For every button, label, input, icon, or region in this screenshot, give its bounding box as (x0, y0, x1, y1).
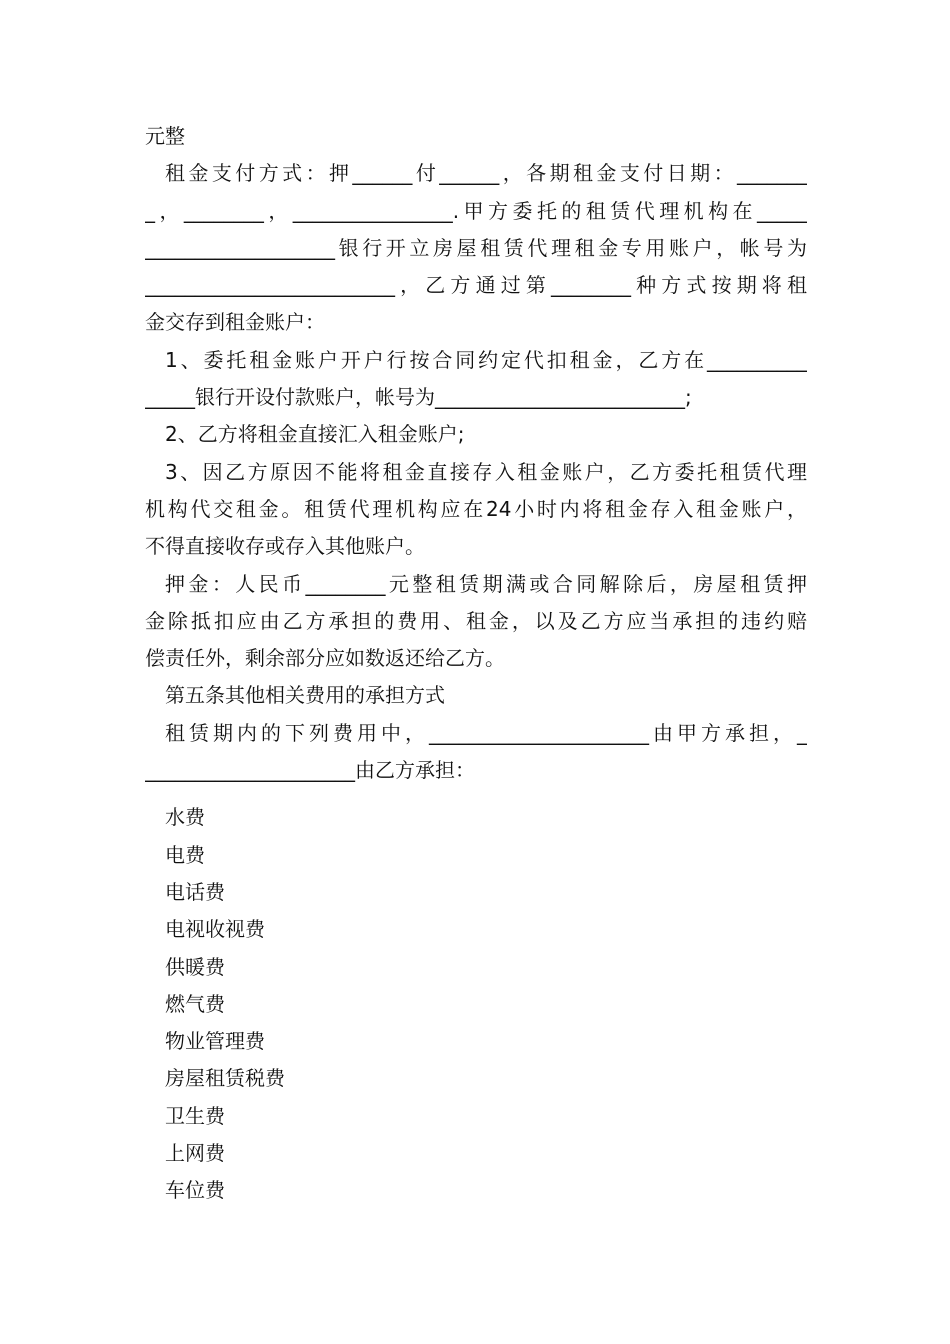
fee-item: 电视收视费 (165, 917, 265, 942)
text-line: 偿责任外，剩余部分应如数返还给乙方。 (145, 646, 505, 671)
paragraph-yuan-zheng (145, 118, 807, 155)
paragraph-payment-method (145, 155, 807, 341)
fee-item: 电话费 (165, 879, 225, 904)
spacer (145, 789, 807, 799)
text-line: 押金：人民币________元整租赁期满或合同解除后，房屋租赁押 (165, 571, 807, 596)
fee-item: 物业管理费 (165, 1029, 265, 1054)
fee-item: 车位费 (165, 1178, 225, 1203)
paragraph-expense-split (145, 715, 807, 790)
text-line: _________________________，乙方通过第________种方式按期将租 (145, 273, 807, 298)
fee-item: 卫生费 (165, 1103, 225, 1128)
text-line: _，________，________________.甲方委托的租赁代理机构在_____ (145, 198, 807, 223)
paragraph-method-1 (145, 342, 807, 417)
text-line: 1、委托租金账户开户行按合同约定代扣租金，乙方在__________ (165, 347, 807, 372)
text-line: 3、因乙方原因不能将租金直接存入租金账户，乙方委托租赁代理 (165, 459, 807, 484)
fee-item: 供暖费 (165, 954, 225, 979)
paragraph-article-5-title (145, 677, 807, 714)
text-line: 金交存到租金账户： (145, 310, 325, 335)
text-line: 租赁期内的下列费用中，______________________由甲方承担，_ (165, 720, 807, 745)
fee-item: 电费 (165, 842, 205, 867)
paragraph-deposit (145, 566, 807, 678)
fee-item: 燃气费 (165, 991, 225, 1016)
fee-item: 上网费 (165, 1141, 225, 1166)
text-line: 金除抵扣应由乙方承担的费用、租金，以及乙方应当承担的违约赔 (145, 608, 807, 633)
text-line: ___________________银行开立房屋租赁代理租金专用账户，帐号为 (145, 235, 807, 260)
paragraph-method-2 (145, 416, 807, 453)
document-page (145, 118, 807, 1210)
text-line: 租金支付方式：押______付______，各期租金支付日期：_______ (165, 161, 807, 186)
text-line: 不得直接收存或存入其他账户。 (145, 534, 425, 559)
section-heading: 第五条其他相关费用的承担方式 (165, 683, 445, 708)
fee-item: 水费 (165, 805, 205, 830)
fee-item: 房屋租赁税费 (165, 1066, 285, 1091)
text-line: _____银行开设付款账户，帐号为_________________________; (145, 385, 692, 410)
text-line: 2、乙方将租金直接汇入租金账户; (165, 422, 465, 447)
paragraph-method-3 (145, 454, 807, 566)
text-line: _____________________由乙方承担： (145, 758, 475, 783)
text-line: 元整 (145, 124, 185, 148)
fee-item-list (145, 799, 807, 1209)
text-line: 机构代交租金。租赁代理机构应在24小时内将租金存入租金账户， (145, 496, 807, 521)
